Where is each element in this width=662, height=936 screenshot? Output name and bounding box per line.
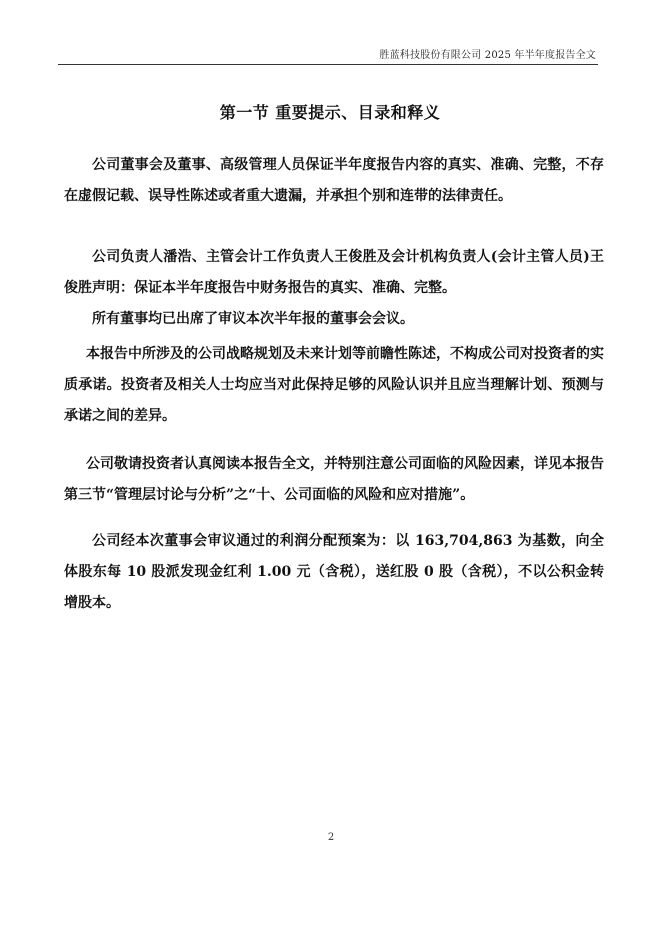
paragraph-profit-distribution: 公司经本次董事会审议通过的利润分配预案为：以 163,704,863 为基数，向全体股东每 10 股派发现金红利 1.00 元（含税），送红股 0 股（含税），不以公积金转增股本。: [64, 533, 604, 611]
paragraph-forward-looking: 本报告中所涉及的公司战略规划及未来计划等前瞻性陈述，不构成公司对投资者的实质承诺。投资者及相关人士均应当对此保持足够的风险认识并且应当理解计划、预测与承诺之间的差异。: [64, 346, 604, 424]
section-title: 第一节 重要提示、目录和释义: [219, 103, 441, 122]
paragraph-responsible-persons: 公司负责人潘浩、主管会计工作负责人王俊胜及会计机构负责人(会计主管人员)王俊胜声明：保证本半年度报告中财务报告的真实、准确、完整。: [64, 249, 604, 296]
paragraph-risk-factors: 公司敬请投资者认真阅读本报告全文，并特别注意公司面临的风险因素，详见本报告第三节“管理层讨论与分析”之“十、公司面临的风险和应对措施”。: [64, 456, 604, 503]
paragraph-directors-attendance: 所有董事均已出席了审议本次半年报的董事会会议。: [92, 311, 414, 327]
page-number: 2: [327, 832, 335, 843]
paragraph-board-guarantee: 公司董事会及董事、高级管理人员保证半年度报告内容的真实、准确、完整，不存在虚假记载、误导性陈述或者重大遗漏，并承担个别和连带的法律责任。: [64, 157, 604, 204]
header-divider: [58, 64, 598, 65]
document-header: 胜蓝科技股份有限公司 2025 年半年度报告全文: [379, 50, 596, 61]
